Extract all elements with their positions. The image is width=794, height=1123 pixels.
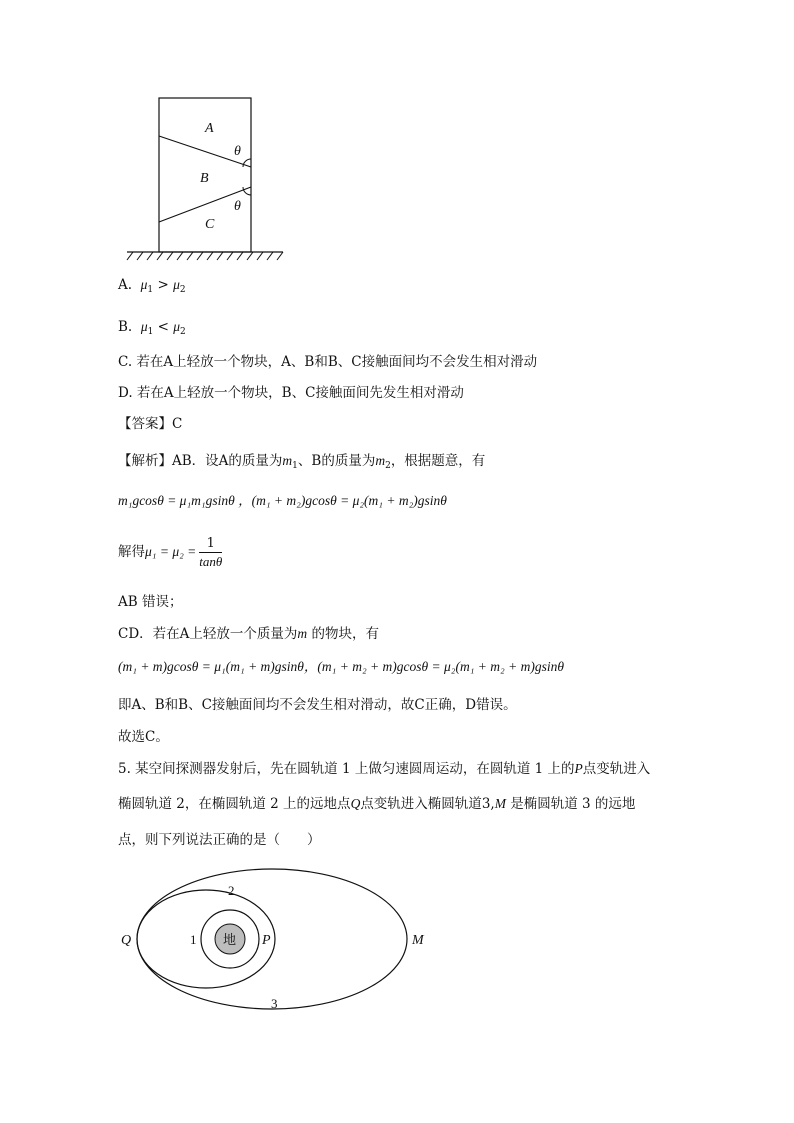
var-m2: m xyxy=(375,453,386,468)
label-c: C xyxy=(205,217,215,232)
fraction-denominator: tanθ xyxy=(199,554,223,569)
var-m1-sub: 1 xyxy=(292,461,298,471)
mu1-sub: 1 xyxy=(147,285,154,295)
q5-point-q: Q xyxy=(350,796,361,811)
eq2-prefix: 解得 xyxy=(118,544,145,560)
orbit-3 xyxy=(137,869,407,1009)
q5-text-e: 是椭圆轨道 3 的远地 xyxy=(510,796,636,812)
mu1: μ xyxy=(140,277,148,292)
eq2-main: μ₁ = μ₂ = xyxy=(145,544,197,559)
q5-orbit-3: 3, xyxy=(481,796,495,812)
var-m1: m xyxy=(282,453,293,468)
earth-label: 地 xyxy=(223,932,237,947)
label-b: B xyxy=(200,171,209,186)
mu2-sub: 2 xyxy=(180,327,186,337)
fraction xyxy=(199,536,222,569)
orbit-3-label: 3 xyxy=(271,996,278,1011)
mu1-sub: 1 xyxy=(147,327,154,337)
conclusion: 即A、B和B、C接触面间均不会发生相对滑动，故C正确，D错误。 xyxy=(118,697,517,713)
cd-end: 的物块，有 xyxy=(311,626,379,642)
analysis-intro: 【解析】AB．设A的质量为 xyxy=(118,453,283,469)
option-c: C. 若在A上轻放一个物块，A、B和B、C接触面间均不会发生相对滑动 xyxy=(118,354,538,370)
question5-line-2 xyxy=(118,795,635,813)
analysis-line-1 xyxy=(118,452,485,475)
mu2: μ xyxy=(173,277,180,292)
point-q-label: Q xyxy=(121,933,132,948)
var-m: m xyxy=(297,626,308,641)
option-a-prefix: A. xyxy=(118,277,133,293)
orbit-1-label: 1 xyxy=(190,932,197,947)
mu2-sub: 2 xyxy=(179,285,186,295)
fraction-numerator: 1 xyxy=(199,536,222,553)
theta-top: θ xyxy=(234,144,241,159)
option-d: D. 若在A上轻放一个物块，B、C接触面间先发生相对滑动 xyxy=(118,385,464,401)
q5-text-b: 点变轨进入 xyxy=(582,761,651,777)
ab-wrong: AB 错误； xyxy=(118,594,183,610)
mu2: μ xyxy=(173,319,181,334)
option-b-prefix: B. xyxy=(118,319,133,335)
orbit-figure xyxy=(110,860,440,1020)
orbit-2 xyxy=(137,890,275,988)
point-m-label: M xyxy=(412,933,424,948)
analysis-end: ，根据题意，有 xyxy=(390,453,486,469)
equation-1: m₁gcosθ = μ₁m₁gsinθ ，(m₁ + m₂)gcosθ = μ₂(m₁ + m₂)gsinθ xyxy=(118,493,447,508)
gt-operator: > xyxy=(157,277,169,293)
q5-point-m: M xyxy=(494,796,506,811)
var-m2-sub: 2 xyxy=(385,461,391,471)
q5-point-p: P xyxy=(574,761,583,776)
question5-line-3: 点，则下列说法正确的是（ ） xyxy=(118,832,321,848)
ground-hatching xyxy=(127,252,283,260)
equation-2 xyxy=(118,536,222,569)
point-p-label: P xyxy=(262,933,271,948)
final-answer: 故选C。 xyxy=(118,729,169,745)
theta-bottom: θ xyxy=(234,199,241,214)
equation-3: (m₁ + m)gcosθ = μ₁(m₁ + m)gsinθ，(m₁ + m₂ + m)gcosθ = μ₂(m₁ + m₂ + m)gsinθ xyxy=(118,659,564,674)
q5-text-c: 椭圆轨道 2，在椭圆轨道 2 上的远地点 xyxy=(118,796,351,812)
label-a: A xyxy=(205,121,214,136)
q5-text-d: 点变轨进入椭圆轨道 xyxy=(360,796,482,812)
cd-line xyxy=(118,625,379,643)
lt-operator: < xyxy=(157,319,169,335)
analysis-mid: 、B的质量为 xyxy=(297,453,376,469)
wedge-figure xyxy=(115,92,290,262)
mu1: μ xyxy=(140,319,148,334)
question5-line-1 xyxy=(118,760,650,778)
orbit-2-label: 2 xyxy=(228,883,235,898)
option-a xyxy=(118,276,186,299)
option-b xyxy=(118,318,186,341)
q5-text-a: 5. 某空间探测器发射后，先在圆轨道 1 上做匀速圆周运动，在圆轨道 1 上的 xyxy=(118,761,575,777)
cd-intro: CD．若在A上轻放一个质量为 xyxy=(118,626,298,642)
answer: 【答案】C xyxy=(118,416,183,432)
